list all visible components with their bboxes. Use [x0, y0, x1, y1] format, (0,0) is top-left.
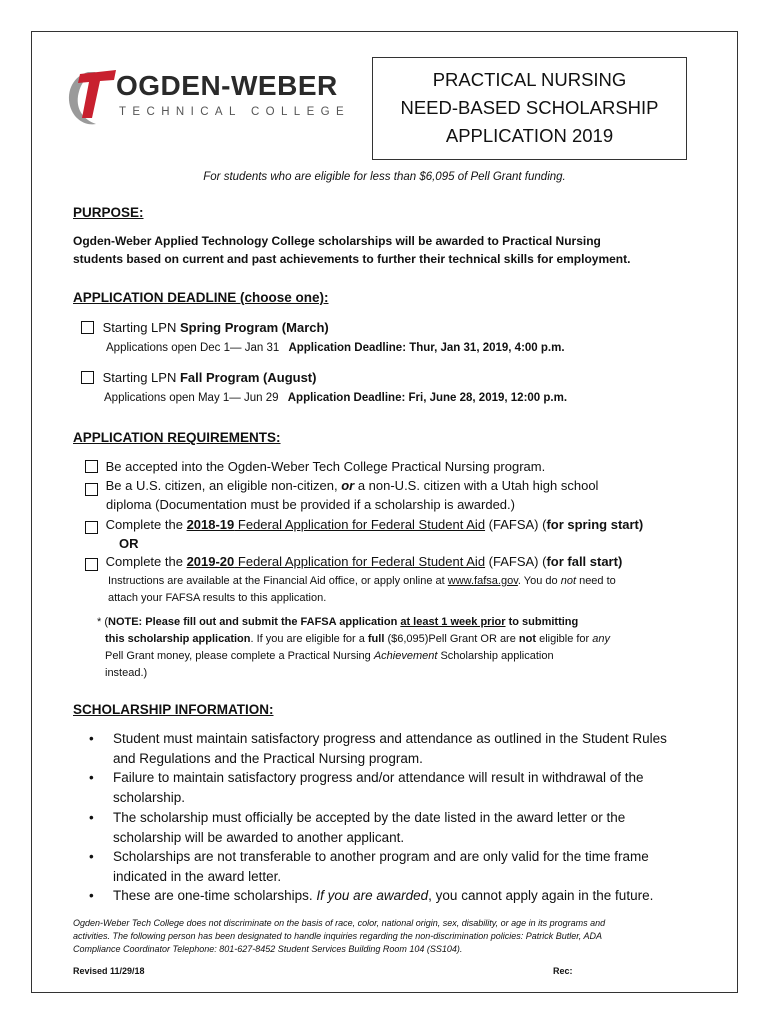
spring-checkbox[interactable] — [81, 321, 94, 334]
requirement-citizen-text-a: Be a U.S. citizen, an eligible non-citizen, — [105, 478, 342, 493]
note-underline: at least 1 week prior — [400, 616, 506, 628]
scholarship-heading: SCHOLARSHIP INFORMATION: — [73, 702, 274, 717]
logo-subtitle: TECHNICAL COLLEGE — [119, 106, 351, 118]
fafsa-fall-checkbox[interactable] — [85, 558, 98, 571]
instructions-not: not — [560, 575, 577, 587]
requirement-accepted[interactable] — [85, 458, 545, 476]
spring-prefix: Starting LPN — [102, 320, 180, 335]
requirement-fafsa-fall[interactable] — [85, 553, 622, 571]
requirement-citizen-or: or — [341, 478, 355, 493]
instructions-text: Instructions are available at the Financial Aid office, or apply online at — [108, 575, 448, 587]
note-bold: NOTE: Please fill out and submit the FAFSA application — [108, 616, 401, 628]
footer-line-3: Compliance Coordinator Telephone: 801-627-8452 Student Services Building Room 104 (SS104). — [73, 944, 463, 954]
fafsa-fall-prefix: Complete the — [105, 554, 187, 569]
note2-not: not — [518, 633, 537, 645]
note-line-4: instead.) — [105, 667, 148, 679]
item5-italic: If you are awarded — [316, 888, 429, 903]
fafsa-instructions-2: attach your FAFSA results to this application. — [108, 592, 327, 604]
bullet-icon: • — [89, 849, 94, 864]
footer-line-1: Ogden-Weber Tech College does not discriminate on the basis of race, color, national origin, sex, disability, or age in its programs and — [73, 918, 606, 928]
fall-deadline: Application Deadline: Fri, June 28, 2019, 12:00 p.m. — [287, 392, 568, 404]
deadline-heading: APPLICATION DEADLINE (choose one): — [73, 290, 329, 305]
item5-text: These are one-time scholarships. — [113, 888, 317, 903]
bullet-icon: • — [89, 810, 94, 825]
note3-text: Pell Grant money, please complete a Practical Nursing — [105, 650, 374, 662]
scholarship-item — [89, 768, 723, 808]
item3-line2: scholarship will be awarded to another applicant. — [113, 830, 405, 845]
fafsa-spring-prefix: Complete the — [105, 517, 187, 532]
scholarship-item — [89, 886, 723, 906]
note2-bold: this scholarship application — [105, 633, 251, 645]
purpose-line-2: students based on current and past achievements to further their technical skills for employment. — [73, 252, 631, 266]
fafsa-fall-link[interactable]: Federal Application for Federal Student Aid — [234, 554, 486, 569]
bullet-icon: • — [89, 731, 94, 746]
requirement-citizen-text-c: diploma (Documentation must be provided if a scholarship is awarded.) — [106, 497, 515, 512]
scholarship-item — [89, 847, 723, 887]
requirement-accepted-checkbox[interactable] — [85, 460, 98, 473]
spring-option[interactable] — [81, 319, 329, 337]
title-line-2: NEED-BASED SCHOLARSHIP — [400, 97, 659, 118]
eligibility-subtitle: For students who are eligible for less than $6,095 of Pell Grant funding. — [203, 171, 566, 183]
fafsa-spring-checkbox[interactable] — [85, 521, 98, 534]
note2-text-b: ($6,095)Pell Grant OR are — [384, 633, 519, 645]
logo-t-icon — [66, 66, 118, 128]
fafsa-website-link[interactable]: www.fafsa.gov — [447, 575, 518, 587]
requirement-citizen-text-b: a non-U.S. citizen with a Utah high school — [354, 478, 599, 493]
note2-text: . If you are eligible for a — [250, 633, 368, 645]
scholarship-item — [89, 729, 723, 769]
title-line-3: APPLICATION 2019 — [445, 125, 614, 146]
instructions-text-c: need to — [576, 575, 616, 587]
footer-line-2: activities. The following person has been designated to handle inquiries regarding the non-discrimination policies: Patrick Butler, ADA — [73, 931, 602, 941]
fall-open: Applications open May 1— Jun 29 — [104, 392, 279, 404]
revised-date: Revised 11/29/18 — [73, 966, 145, 976]
note-line-3 — [105, 648, 554, 665]
note2-text-c: eligible for — [536, 633, 593, 645]
title-line-1: PRACTICAL NURSING — [432, 69, 627, 90]
note2-full: full — [367, 633, 385, 645]
note-line-1 — [97, 614, 578, 631]
title-box — [372, 57, 687, 160]
purpose-heading: PURPOSE: — [73, 205, 144, 220]
bullet-icon: • — [89, 888, 94, 903]
spring-open: Applications open Dec 1— Jan 31 — [106, 342, 280, 354]
fall-dates — [104, 390, 567, 407]
purpose-line-1: Ogden-Weber Applied Technology College scholarships will be awarded to Practical Nursing — [73, 234, 601, 248]
requirement-fafsa-spring[interactable] — [85, 516, 643, 534]
instructions-text-b: . You do — [517, 575, 561, 587]
item4-line2: indicated in the award letter. — [113, 869, 282, 884]
fafsa-fall-mid: (FAFSA) ( — [485, 554, 547, 569]
purpose-text — [73, 232, 733, 268]
bullet-icon: • — [89, 770, 94, 785]
item3-line1: The scholarship must officially be accepted by the date listed in the award letter or the — [113, 810, 626, 825]
fafsa-spring-link[interactable]: Federal Application for Federal Student Aid — [234, 517, 486, 532]
fafsa-spring-start: for spring start) — [546, 517, 644, 532]
fafsa-fall-year: 2019-20 — [186, 554, 235, 569]
college-logo — [66, 66, 351, 128]
fall-option[interactable] — [81, 369, 316, 387]
item5-text-b: , you cannot apply again in the future. — [428, 888, 654, 903]
spring-dates — [106, 340, 565, 357]
nondiscrimination-notice — [73, 917, 713, 956]
requirement-accepted-text: Be accepted into the Ogden-Weber Tech College Practical Nursing program. — [105, 459, 546, 474]
spring-deadline: Application Deadline: Thur, Jan 31, 2019, 4:00 p.m. — [288, 342, 565, 354]
item2-line1: Failure to maintain satisfactory progress and/or attendance will result in withdrawal of the — [113, 770, 644, 785]
requirement-citizen-checkbox[interactable] — [85, 483, 98, 496]
note3-achievement: Achievement — [373, 650, 438, 662]
scholarship-item — [89, 808, 723, 848]
note-prefix: * ( — [97, 616, 108, 628]
item4-line1: Scholarships are not transferable to another program and are only valid for the time frame — [113, 849, 649, 864]
item1-line1: Student must maintain satisfactory progress and attendance as outlined in the Student Rules — [113, 731, 667, 746]
fafsa-or: OR — [119, 536, 139, 551]
item2-line2: scholarship. — [113, 790, 186, 805]
item1-line2: and Regulations and the Practical Nursing program. — [113, 751, 423, 766]
fafsa-spring-mid: (FAFSA) ( — [485, 517, 547, 532]
logo-name: OGDEN-WEBER — [116, 70, 338, 101]
fafsa-instructions-1 — [108, 573, 616, 590]
fall-program: Fall Program (August) — [179, 370, 317, 385]
fafsa-fall-start: for fall start) — [546, 554, 623, 569]
note2-any: any — [592, 633, 611, 645]
spring-program: Spring Program (March) — [179, 320, 329, 335]
fafsa-spring-year: 2018-19 — [186, 517, 235, 532]
note-bold-end: to submitting — [505, 616, 579, 628]
note3-text-b: Scholarship application — [437, 650, 554, 662]
note-line-2 — [105, 631, 610, 648]
rec-label: Rec: — [553, 966, 573, 976]
fall-prefix: Starting LPN — [102, 370, 180, 385]
fall-checkbox[interactable] — [81, 371, 94, 384]
requirement-citizen[interactable] — [85, 477, 598, 496]
requirements-heading: APPLICATION REQUIREMENTS: — [73, 430, 281, 445]
